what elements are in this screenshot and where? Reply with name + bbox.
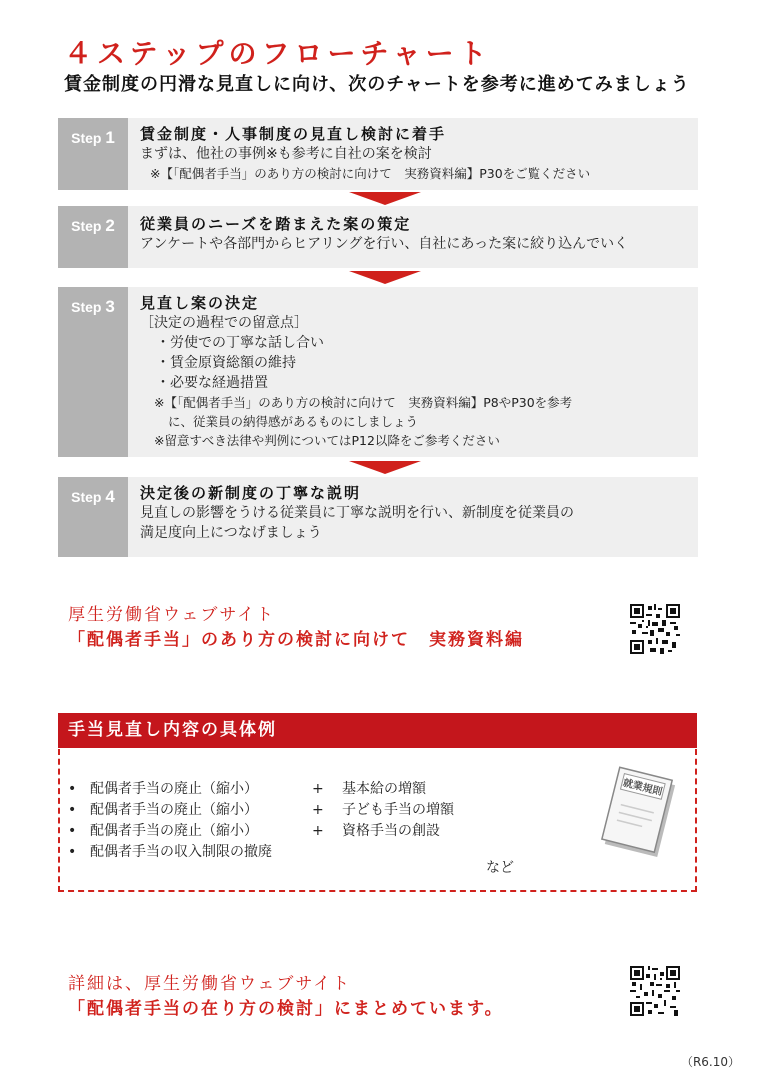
page-subtitle: 賃金制度の円滑な見直しに向け、次のチャートを参考に進めてみましょう [64, 74, 690, 95]
step-3-note: ※【「配偶者手当」のあり方の検討に向けて 実務資料編】P8やP30を参考 [154, 395, 573, 410]
plus-sign: + [312, 823, 324, 839]
step-number: 4 [105, 487, 115, 506]
step-2 [58, 206, 698, 268]
step-4-body [128, 477, 698, 557]
step-3-point: ・必要な経過措置 [156, 375, 268, 391]
website-label: 厚生労働省ウェブサイト [68, 605, 276, 625]
step-4-title: 決定後の新制度の丁寧な説明 [140, 484, 362, 502]
examples-etc: など [486, 860, 514, 876]
example-before: 配偶者手当の廃止（縮小） [90, 781, 258, 797]
step-1-body [128, 118, 698, 190]
list-item [68, 842, 272, 862]
qr-code-icon[interactable] [630, 966, 680, 1016]
step-3 [58, 287, 698, 457]
examples-box [58, 749, 697, 892]
flow-arrow-1 [349, 192, 421, 205]
example-after: 基本給の増額 [342, 781, 426, 797]
step-4-label [58, 477, 128, 557]
step-4-line: 見直しの影響をうける従業員に丁寧な説明を行い、新制度を従業員の [140, 505, 574, 521]
step-3-body [128, 287, 698, 457]
step-number: 2 [105, 216, 115, 235]
step-number: 1 [105, 128, 115, 147]
step-2-label [58, 206, 128, 268]
step-1-label [58, 118, 128, 190]
step-3-note: ※留意すべき法律や判例についてはP12以降をご参考ください [154, 433, 500, 448]
step-2-title: 従業員のニーズを踏まえた案の策定 [140, 215, 412, 233]
list-item [68, 821, 440, 841]
qr-code-icon[interactable] [630, 604, 680, 654]
step-label-text: Step [71, 218, 102, 234]
work-rules-book-icon [580, 759, 680, 859]
website-resource-title[interactable]: 「配偶者手当」のあり方の検討に向けて 実務資料編 [68, 630, 524, 650]
plus-sign: + [312, 802, 324, 818]
plus-sign: + [312, 781, 324, 797]
bullet: • [68, 823, 77, 839]
step-3-point: ・賃金原資総額の維持 [156, 355, 296, 371]
page-title: ４ステップのフローチャート [64, 37, 492, 70]
website-link-block-2[interactable] [68, 972, 504, 1022]
page-code: （R6.10） [680, 1055, 740, 1069]
flow-arrow-2 [349, 271, 421, 284]
website-label: 詳細は、厚生労働省ウェブサイト [68, 974, 352, 994]
list-item [68, 800, 454, 820]
example-after: 子ども手当の増額 [342, 802, 454, 818]
example-before: 配偶者手当の収入制限の撤廃 [90, 844, 272, 860]
flow-arrow-3 [349, 461, 421, 474]
examples-header: 手当見直し内容の具体例 [58, 713, 697, 748]
step-label-text: Step [71, 299, 102, 315]
step-number: 3 [105, 297, 115, 316]
list-item [68, 779, 426, 799]
step-3-point: ・労使での丁寧な話し合い [156, 335, 324, 351]
step-3-label [58, 287, 128, 457]
step-1-note: ※【「配偶者手当」のあり方の検討に向けて 実務資料編】P30をご覧ください [150, 166, 591, 181]
bullet: • [68, 781, 77, 797]
example-before: 配偶者手当の廃止（縮小） [90, 823, 258, 839]
step-2-body [128, 206, 698, 268]
step-3-title: 見直し案の決定 [140, 294, 260, 312]
website-resource-title[interactable]: 「配偶者手当の在り方の検討」にまとめています。 [68, 999, 504, 1019]
bullet: • [68, 802, 77, 818]
step-4 [58, 477, 698, 557]
website-link-block[interactable] [68, 603, 524, 653]
step-1-title: 賃金制度・人事制度の見直し検討に着手 [140, 125, 447, 143]
example-before: 配偶者手当の廃止（縮小） [90, 802, 258, 818]
step-2-line: アンケートや各部門からヒアリングを行い、自社にあった案に絞り込んでいく [140, 236, 629, 252]
example-after: 資格手当の創設 [342, 823, 440, 839]
step-4-line: 満足度向上につなげましょう [140, 525, 322, 541]
book-label: 就業規則 [621, 777, 664, 799]
step-label-text: Step [71, 130, 102, 146]
step-3-note: に、従業員の納得感があるものにしましょう [168, 414, 419, 429]
step-1-line: まずは、他社の事例※も参考に自社の案を検討 [140, 146, 432, 162]
step-3-line: ［決定の過程での留意点］ [140, 315, 308, 331]
step-label-text: Step [71, 489, 102, 505]
bullet: • [68, 844, 77, 860]
step-1 [58, 118, 698, 190]
